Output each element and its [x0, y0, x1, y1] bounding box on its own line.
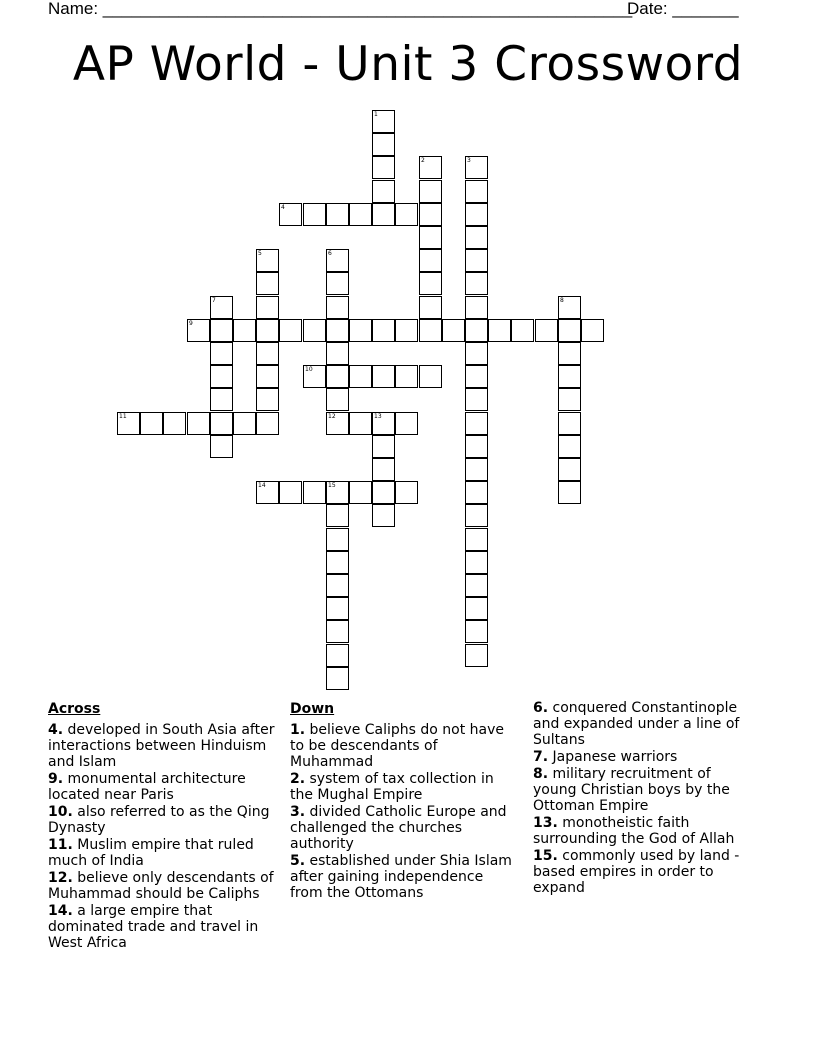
crossword-cell[interactable] — [210, 319, 233, 342]
crossword-cell[interactable] — [558, 365, 581, 388]
crossword-cell[interactable] — [163, 412, 186, 435]
crossword-cell[interactable] — [372, 180, 395, 203]
crossword-cell[interactable] — [349, 319, 372, 342]
crossword-cell[interactable] — [419, 365, 442, 388]
across-clues — [48, 700, 286, 952]
clue-number: 6 — [328, 250, 332, 257]
clue-down-5: 5. established under Shia Islam after gaining independence from the Ottomans — [290, 853, 512, 901]
crossword-cell[interactable] — [465, 458, 488, 481]
name-field-label[interactable]: Name: ________________________________________________________ — [48, 0, 633, 18]
crossword-cell[interactable] — [558, 296, 581, 319]
crossword-cell[interactable] — [419, 226, 442, 249]
crossword-cell[interactable] — [326, 620, 349, 643]
crossword-cell[interactable] — [326, 667, 349, 690]
crossword-cell[interactable] — [372, 412, 395, 435]
crossword-cell[interactable] — [372, 458, 395, 481]
crossword-cell[interactable] — [465, 644, 488, 667]
clue-number: 3 — [467, 157, 471, 164]
crossword-cell[interactable] — [465, 365, 488, 388]
crossword-cell[interactable] — [465, 620, 488, 643]
crossword-cell[interactable] — [558, 435, 581, 458]
clue-down-8: 8. military recruitment of young Christian boys by the Ottoman Empire — [533, 766, 730, 814]
crossword-cell[interactable] — [233, 319, 256, 342]
clue-number: 15 — [328, 482, 336, 489]
crossword-cell[interactable] — [256, 388, 279, 411]
clue-down-2: 2. system of tax collection in the Mughal Empire — [290, 771, 494, 803]
crossword-cell[interactable] — [558, 412, 581, 435]
crossword-cell[interactable] — [465, 342, 488, 365]
crossword-cell[interactable] — [372, 110, 395, 133]
clue-number: 1 — [374, 111, 378, 118]
crossword-cell[interactable] — [465, 156, 488, 179]
crossword-cell[interactable] — [465, 319, 488, 342]
crossword-cell[interactable] — [279, 319, 302, 342]
crossword-cell[interactable] — [256, 412, 279, 435]
crossword-cell[interactable] — [326, 597, 349, 620]
clue-number: 14 — [258, 482, 266, 489]
crossword-cell[interactable] — [395, 203, 418, 226]
crossword-cell[interactable] — [326, 272, 349, 295]
crossword-cell[interactable] — [372, 481, 395, 504]
crossword-cell[interactable] — [465, 249, 488, 272]
clue-across-4: 4. developed in South Asia after interactions between Hinduism and Islam — [48, 722, 275, 770]
crossword-cell[interactable] — [465, 481, 488, 504]
crossword-cell[interactable] — [187, 319, 210, 342]
crossword-cell[interactable] — [419, 180, 442, 203]
crossword-cell[interactable] — [326, 249, 349, 272]
clue-across-11: 11. Muslim empire that ruled much of India — [48, 837, 254, 869]
clue-number: 8 — [560, 297, 564, 304]
crossword-cell[interactable] — [419, 296, 442, 319]
crossword-cell[interactable] — [349, 412, 372, 435]
crossword-cell[interactable] — [326, 319, 349, 342]
clue-number: 2 — [421, 157, 425, 164]
clue-number: 7 — [212, 297, 216, 304]
down-clues — [290, 700, 515, 902]
crossword-cell[interactable] — [210, 435, 233, 458]
crossword-cell[interactable] — [326, 574, 349, 597]
crossword-cell[interactable] — [419, 249, 442, 272]
crossword-cell[interactable] — [256, 342, 279, 365]
crossword-cell[interactable] — [256, 296, 279, 319]
clue-number: 9 — [189, 320, 193, 327]
crossword-cell[interactable] — [442, 319, 465, 342]
crossword-cell[interactable] — [140, 412, 163, 435]
crossword-cell[interactable] — [210, 342, 233, 365]
crossword-cell[interactable] — [465, 226, 488, 249]
crossword-cell[interactable] — [326, 481, 349, 504]
across-heading: Across — [48, 701, 101, 717]
crossword-cell[interactable] — [256, 249, 279, 272]
crossword-cell[interactable] — [419, 272, 442, 295]
crossword-cell[interactable] — [303, 365, 326, 388]
crossword-cell[interactable] — [326, 388, 349, 411]
crossword-cell[interactable] — [326, 342, 349, 365]
crossword-cell[interactable] — [349, 365, 372, 388]
page-title: AP World - Unit 3 Crossword — [72, 37, 744, 92]
crossword-cell[interactable] — [349, 203, 372, 226]
crossword-cell[interactable] — [395, 412, 418, 435]
crossword-cell[interactable] — [395, 319, 418, 342]
crossword-cell[interactable] — [326, 644, 349, 667]
clue-across-10: 10. also referred to as the Qing Dynasty — [48, 804, 270, 836]
crossword-cell[interactable] — [117, 412, 140, 435]
crossword-cell[interactable] — [210, 388, 233, 411]
crossword-cell[interactable] — [326, 504, 349, 527]
clue-down-3: 3. divided Catholic Europe and challenged the churches authority — [290, 804, 507, 852]
crossword-cell[interactable] — [256, 272, 279, 295]
crossword-cell[interactable] — [303, 481, 326, 504]
down-heading: Down — [290, 701, 335, 717]
crossword-cell[interactable] — [558, 481, 581, 504]
crossword-cell[interactable] — [465, 597, 488, 620]
crossword-cell[interactable] — [465, 272, 488, 295]
crossword-cell[interactable] — [372, 319, 395, 342]
clue-down-7: 7. Japanese warriors — [533, 749, 678, 765]
clue-across-12: 12. believe only descendants of Muhammad should be Caliphs — [48, 870, 274, 902]
crossword-cell[interactable] — [558, 342, 581, 365]
crossword-cell[interactable] — [233, 412, 256, 435]
crossword-cell[interactable] — [465, 504, 488, 527]
crossword-cell[interactable] — [465, 551, 488, 574]
clue-down-15: 15. commonly used by land - based empires in order to expand — [533, 848, 740, 896]
crossword-cell[interactable] — [465, 528, 488, 551]
crossword-cell[interactable] — [256, 481, 279, 504]
crossword-cell[interactable] — [326, 551, 349, 574]
crossword-cell[interactable] — [535, 319, 558, 342]
crossword-cell[interactable] — [372, 203, 395, 226]
clue-number: 10 — [305, 366, 313, 373]
crossword-cell[interactable] — [372, 435, 395, 458]
down-clues-continued — [533, 700, 758, 897]
clue-number: 13 — [374, 413, 382, 420]
crossword-cell[interactable] — [279, 481, 302, 504]
crossword-cell[interactable] — [349, 481, 372, 504]
crossword-cell[interactable] — [372, 365, 395, 388]
crossword-cell[interactable] — [256, 319, 279, 342]
clue-number: 11 — [119, 413, 127, 420]
crossword-cell[interactable] — [256, 365, 279, 388]
clue-number: 5 — [258, 250, 262, 257]
crossword-cell[interactable] — [187, 412, 210, 435]
crossword-cell[interactable] — [465, 180, 488, 203]
crossword-cell[interactable] — [558, 388, 581, 411]
crossword-cell[interactable] — [210, 296, 233, 319]
clue-number: 4 — [281, 204, 285, 211]
crossword-cell[interactable] — [279, 203, 302, 226]
crossword-cell[interactable] — [465, 412, 488, 435]
crossword-cell[interactable] — [210, 365, 233, 388]
crossword-cell[interactable] — [326, 365, 349, 388]
crossword-cell[interactable] — [419, 319, 442, 342]
crossword-cell[interactable] — [558, 458, 581, 481]
crossword-cell[interactable] — [419, 156, 442, 179]
clue-across-14: 14. a large empire that dominated trade and travel in West Africa — [48, 903, 259, 951]
clue-across-9: 9. monumental architecture located near Paris — [48, 771, 246, 803]
date-field-label[interactable]: Date: _______ — [627, 0, 739, 18]
crossword-cell[interactable] — [326, 203, 349, 226]
clue-down-1: 1. believe Caliphs do not have to be descendants of Muhammad — [290, 722, 505, 770]
crossword-cell[interactable] — [511, 319, 534, 342]
crossword-cell[interactable] — [488, 319, 511, 342]
crossword-cell[interactable] — [372, 133, 395, 156]
crossword-cell[interactable] — [395, 365, 418, 388]
clues-section — [48, 700, 778, 960]
crossword-cell[interactable] — [303, 319, 326, 342]
crossword-cell[interactable] — [465, 574, 488, 597]
crossword-cell[interactable] — [326, 412, 349, 435]
crossword-cell[interactable] — [465, 296, 488, 319]
clue-down-6: 6. conquered Constantinople and expanded under a line of Sultans — [533, 700, 740, 748]
crossword-cell[interactable] — [558, 319, 581, 342]
crossword-cell[interactable] — [372, 156, 395, 179]
crossword-cell[interactable] — [465, 388, 488, 411]
crossword-cell[interactable] — [419, 203, 442, 226]
crossword-cell[interactable] — [303, 203, 326, 226]
crossword-cell[interactable] — [210, 412, 233, 435]
crossword-cell[interactable] — [581, 319, 604, 342]
crossword-cell[interactable] — [326, 528, 349, 551]
clue-number: 12 — [328, 413, 336, 420]
clue-down-13: 13. monotheistic faith surrounding the God of Allah — [533, 815, 735, 847]
crossword-cell[interactable] — [326, 296, 349, 319]
crossword-cell[interactable] — [372, 504, 395, 527]
crossword-cell[interactable] — [395, 481, 418, 504]
crossword-cell[interactable] — [465, 435, 488, 458]
crossword-cell[interactable] — [465, 203, 488, 226]
